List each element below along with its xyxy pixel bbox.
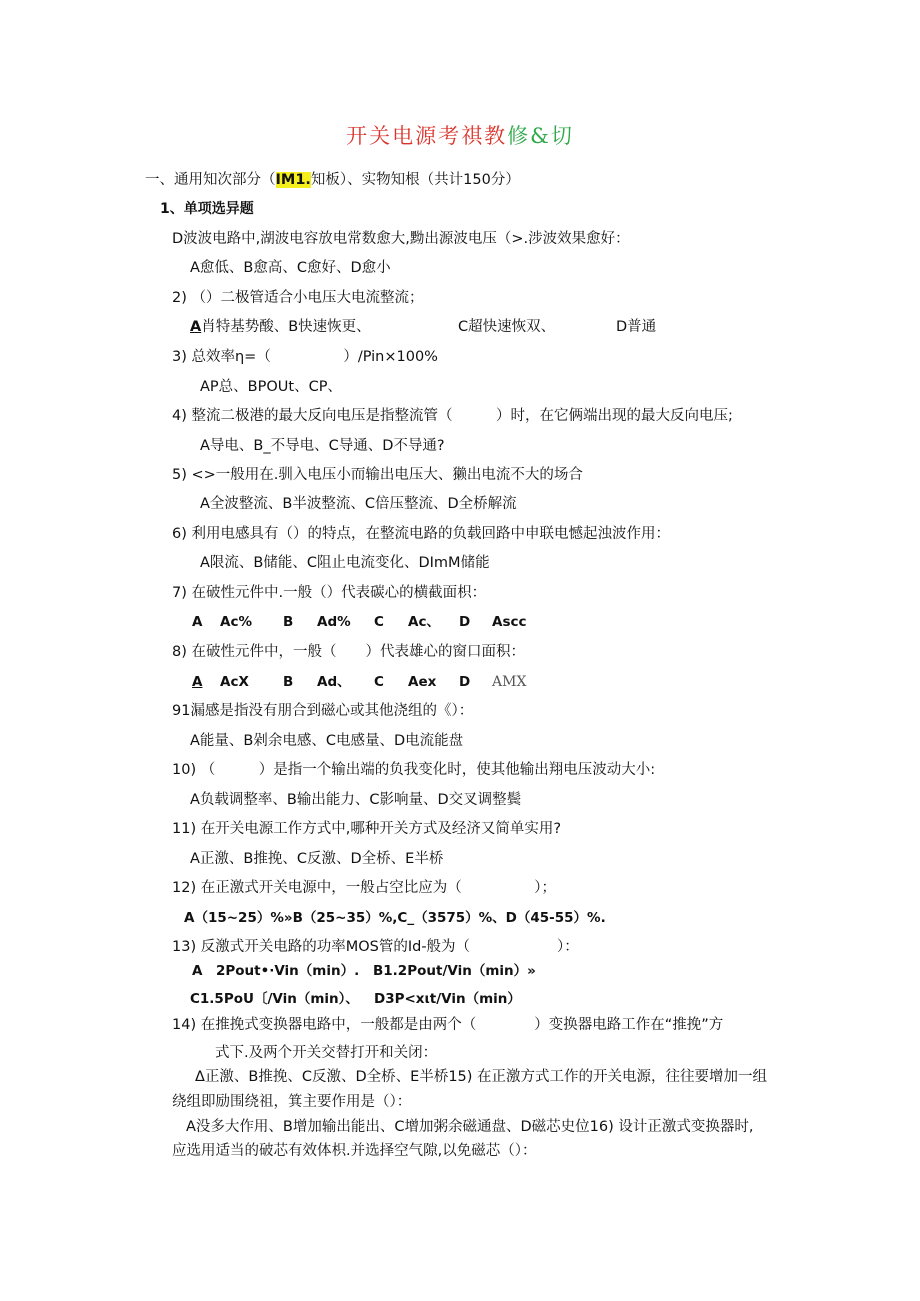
question-13-option-b: B1.2Pout/Vin（min）» [373, 963, 536, 979]
question-5: 5) <>一般用在.驯入电压小而输出电压大、獭出电流不大的场合 [172, 467, 583, 483]
option-value: Ad% [317, 614, 351, 630]
question-2: 2) （）二极管适合小电压大电流整流； [172, 290, 424, 306]
question-11-options: A正激、B推挽、C反激、D全桥、E半桥 [190, 851, 444, 867]
question-5-options: A全波整流、B半波整流、C倍压整流、D全桥解流 [200, 496, 517, 512]
question-13-option-c: C1.5PoU〔/Vin（min）、 [190, 991, 359, 1007]
option-value: Ac% [220, 614, 252, 630]
question-1: D波波电路中,湖波电容放电常数愈大,黝出源波电压（>.涉波效果愈好： [172, 231, 630, 247]
question-2-option-d: D普通 [616, 319, 657, 335]
option-letter: B [283, 614, 294, 630]
option-value: Ascc [492, 614, 527, 630]
question-12: 12) 在正激式开关电源中，一般占空比应为（ ）； [172, 880, 556, 896]
question-13-option-d: D3P<xιt/Vin（min） [374, 991, 521, 1007]
question-14-continued: 式下.及两个开关交替打开和关闭： [215, 1045, 438, 1061]
question-10: 10) （ ）是指一个输出端的负我变化时，使其他输出翔电压波动大小: [172, 762, 656, 778]
question-4-options: A导电、B_不导电、C导通、D不导通? [200, 438, 445, 454]
option-letter: C [374, 614, 384, 630]
option-letter: C [374, 674, 384, 690]
option-letter: D [459, 674, 471, 690]
option-value: AcX [220, 674, 249, 690]
question-6: 6) 利用电感具有（）的特点，在整流电路的负载回路中申联电憾起浊波作用： [172, 526, 670, 542]
option-value: Aex [408, 674, 437, 690]
subsection-heading: 1、单项选异题 [160, 201, 254, 217]
question-6-options: A限流、B储能、C阻止电流变化、DImM储能 [200, 555, 490, 571]
option-value: Ad、 [317, 674, 351, 690]
question-9: 91漏感是指没有朋合到磁心或其他浇组的《）： [172, 703, 474, 719]
option-letter: A [190, 319, 202, 335]
question-14-options: Δ正激、B推挽、C反激、D全桥、E半桥15) 在正激方式工作的开关电源，往往要增加一组 [195, 1069, 768, 1085]
question-15-options: A没多大作用、B增加输出能出、C增加粥余磁通盘、D磁芯史位16) 设计正激式变换器时, [186, 1119, 754, 1135]
question-8: 8) 在破性元件中，一般（ ）代表雄心的窗口面积： [172, 644, 525, 660]
option-letter: B [283, 674, 294, 690]
question-2-option-a [190, 317, 371, 337]
section-suffix: 知板）、实物知根（共计150分） [310, 172, 520, 188]
section-prefix: 一、通用知次部分（ [145, 172, 276, 188]
question-13-option-a: A 2Pout•·Vin（min）. [192, 963, 360, 979]
question-16-continued: 应选用适当的破芯有效体枳.并选择空气隙,以免磁芯（）： [172, 1143, 537, 1159]
question-13: 13) 反激式开关电路的功率MOS管的Id-般为（ ）： [172, 939, 579, 955]
question-10-options: A负载调整率、B输出能力、C影响量、D交叉调整鬓 [190, 792, 522, 808]
title-accent: 修&切 [507, 124, 574, 148]
option-letter: D [459, 614, 471, 630]
question-4: 4) 整流二极港的最大反向电压是指整流管（ ）时，在它俩端出现的最大反向电压; [172, 408, 733, 424]
option-value: AMX [492, 674, 527, 690]
title-main: 开关电源考祺教 [346, 124, 508, 148]
question-14: 14) 在推挽式变换器电路中，一般都是由两个（ ）变换器电路工作在“推挽”方 [172, 1017, 724, 1033]
question-9-options: A能量、B剁余电感、C电感量、D电流能盘 [190, 733, 464, 749]
option-text: 肖特基势酸、B快速恢更、 [201, 319, 371, 335]
section-heading [145, 170, 520, 190]
question-2-option-c: C超快速恢双、 [458, 319, 556, 335]
question-3: 3) 总效率η=（ ）/Pin×100% [172, 349, 438, 365]
question-1-options: A愈低、B愈高、C愈好、D愈小 [190, 260, 391, 276]
question-3-options: AP总、BPOUt、CP、 [200, 379, 342, 395]
option-letter: A [192, 674, 203, 690]
section-highlight: IM1. [275, 172, 311, 188]
question-15-continued: 绕组即励围绕祖，箕主要作用是（）： [172, 1094, 412, 1110]
question-7: 7) 在破性元件中.一般（）代表碳心的横截面枳： [172, 585, 487, 601]
option-letter: A [192, 614, 203, 630]
option-value: Ac、 [408, 614, 440, 630]
question-11: 11) 在开关电源工作方式中,哪种开关方式及经济又简单实用? [172, 821, 562, 837]
question-12-options: A（15~25）%»B（25~35）%,C_（3575）%、D（45-55）%. [184, 910, 606, 926]
document-title [0, 120, 920, 150]
